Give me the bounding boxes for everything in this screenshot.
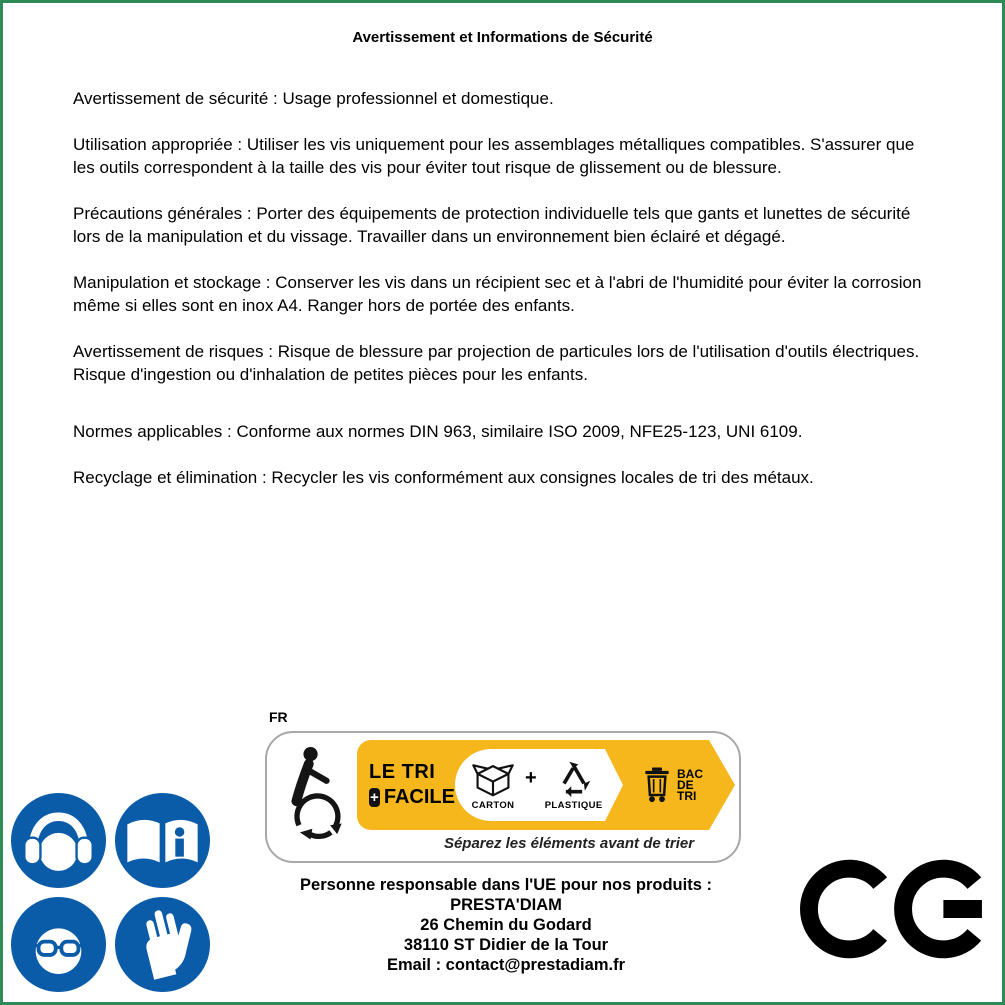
responsible-person-block [256, 875, 756, 975]
ce-mark-icon [800, 853, 990, 965]
carton-box-icon [469, 760, 517, 798]
bac-de-tri-label: BAC DE TRI [677, 766, 703, 803]
ear-protection-icon [11, 793, 106, 888]
plastique-label: PLASTIQUE [544, 799, 603, 811]
responsible-intro: Personne responsable dans l'UE pour nos produits : [300, 876, 712, 894]
le-tri-facile-banner [357, 740, 709, 830]
materials-pill [455, 749, 605, 821]
email-line: Email : contact@prestadiam.fr [387, 956, 625, 974]
bac-de-tri [642, 765, 703, 805]
read-manual-icon [115, 793, 210, 888]
tri-headline-line2: FACILE [383, 786, 455, 808]
paragraph-avertissement-securite: Avertissement de sécurité : Usage professionnel et domestique. [73, 89, 554, 108]
paragraph-utilisation-appropriee: Utilisation appropriée : Utiliser les vis uniquement pour les assemblages métalliques compatibles. S'assurer que les outils correspondent à la taille des vis pour éviter tout risque de glissement ou de blessure. [73, 135, 915, 177]
bin-icon [642, 765, 672, 805]
pill-arrow-point [605, 749, 623, 821]
eye-protection-icon [11, 897, 106, 992]
paragraph-normes-applicables: Normes applicables : Conforme aux normes DIN 963, similaire ISO 2009, NFE25-123, UNI 6109. [73, 422, 803, 441]
safety-text-block [73, 87, 936, 512]
paragraph-avertissement-risques: Avertissement de risques : Risque de blessure par projection de particules lors de l'utilisation d'outils électriques. Risque d'ingestion ou d'inhalation de petites pièces pour les enfants. [73, 342, 920, 384]
info-tri-box [265, 731, 741, 863]
tri-headline-line1: LE TRI [369, 761, 436, 783]
page-title: Avertissement et Informations de Sécurité [352, 29, 653, 46]
plastique-recycle-icon [552, 760, 596, 798]
paragraph-precautions-generales: Précautions générales : Porter des équipements de protection individuelle tels que gants et lunettes de sécurité lors de la manipulation et du vissage. Travailler dans un environnement bien éclairé et dégagé. [73, 204, 911, 246]
company-name: PRESTA'DIAM [450, 896, 562, 914]
paragraph-manipulation-stockage: Manipulation et stockage : Conserver les vis dans un récipient sec et à l'abri de l'humidité pour éviter la corrosion même si elles sont en inox A4. Ranger hors de portée des enfants. [73, 273, 922, 315]
plastique-material [545, 760, 603, 811]
protective-gloves-icon [115, 897, 210, 992]
carton-label: CARTON [471, 799, 515, 811]
address-line1: 26 Chemin du Godard [420, 916, 592, 934]
plus-icon: + [370, 789, 379, 806]
carton-material [469, 760, 517, 811]
banner-arrow-tip [709, 740, 735, 830]
tri-headline [357, 761, 455, 809]
address-line2: 38110 ST Didier de la Tour [403, 936, 609, 954]
paragraph-recyclage-elimination: Recyclage et élimination : Recycler les vis conformément aux consignes locales de tri des métaux. [73, 468, 814, 487]
tri-tagline: Séparez les éléments avant de trier [443, 835, 695, 852]
materials-plus: + [525, 766, 537, 789]
country-code-label: FR [269, 709, 288, 725]
triman-icon [275, 741, 355, 849]
